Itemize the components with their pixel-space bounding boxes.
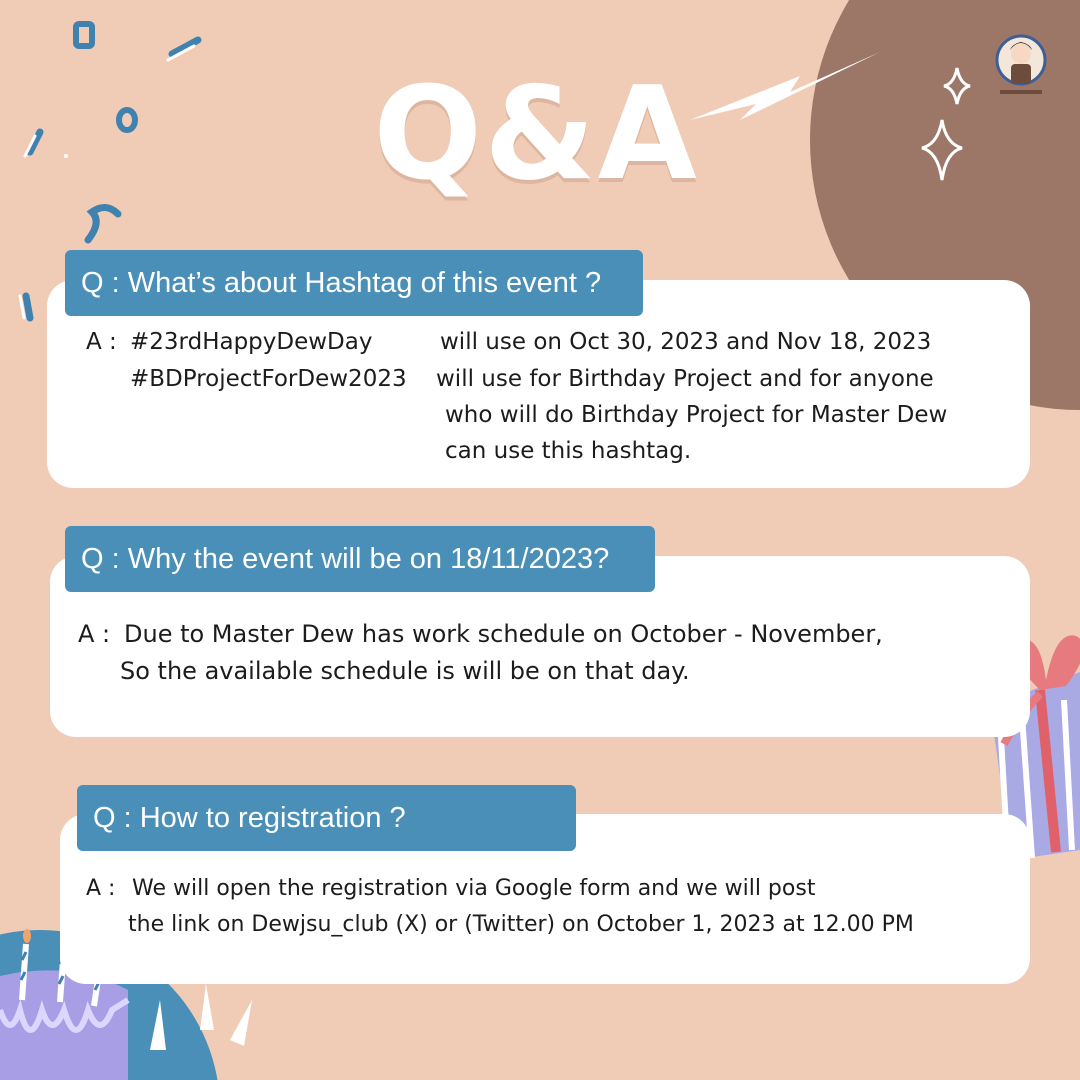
question-tab-3 (77, 785, 576, 851)
answer-line: will use for Birthday Project and for anyone (436, 366, 934, 392)
answer-line: who will do Birthday Project for Master Dew (445, 402, 948, 428)
question-tab-2 (65, 526, 655, 592)
answer-line: So the available schedule is will be on that day. (120, 657, 690, 685)
answer-line: Due to Master Dew has work schedule on October - November, (124, 620, 883, 648)
page-title: Q&A (373, 60, 699, 209)
answer-label: A : (86, 329, 117, 355)
answer-label: A : (86, 876, 116, 901)
answer-line: will use on Oct 30, 2023 and Nov 18, 2023 (440, 329, 932, 355)
question-tab-1 (65, 250, 643, 316)
answer-line: the link on Dewjsu_club (X) or (Twitter) on October 1, 2023 at 12.00 PM (128, 912, 914, 937)
hashtag-text: #23rdHappyDewDay (130, 329, 373, 355)
answer-line: We will open the registration via Google form and we will post (132, 876, 816, 901)
answer-label: A : (78, 620, 111, 648)
answer-line: can use this hashtag. (445, 438, 692, 464)
question-text: Q : How to registration ? (93, 802, 406, 834)
hashtag-text: #BDProjectForDew2023 (130, 366, 407, 392)
question-text: Q : What’s about Hashtag of this event ? (81, 267, 602, 299)
question-text: Q : Why the event will be on 18/11/2023? (81, 543, 610, 575)
